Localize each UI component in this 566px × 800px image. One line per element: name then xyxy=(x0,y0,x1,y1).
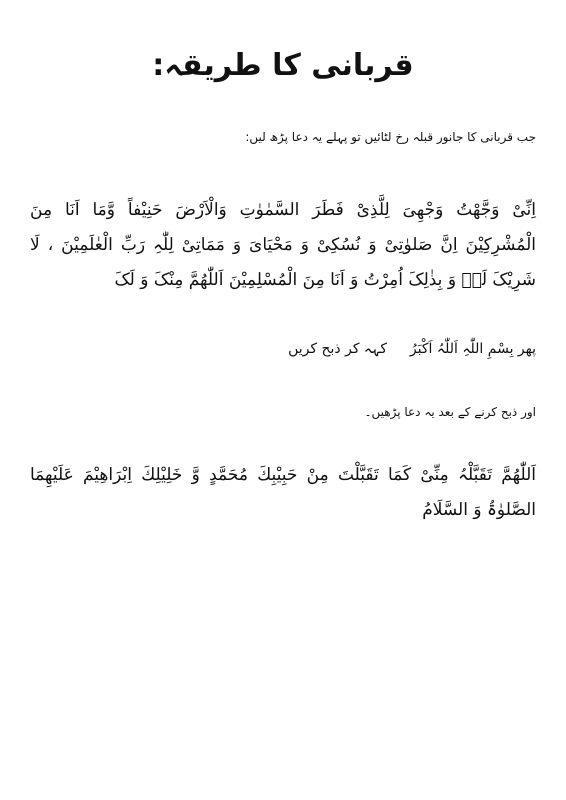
instruction-after-slaughter: اور ذبح کرنے کے بعد یہ دعا پڑھیں۔ xyxy=(364,405,536,419)
dua-before-slaughter: اِنِّیْ وَجَّھْتُ وَجْھِیَ لِلَّذِیْ فَطَرَ السَّمٰوٰتِ وَالْاَرْضَ حَنِیْفاً وَّمَا اَنَا مِنَ الْمُشْرِکِیْنَ اِنَّ صَلوٰتِیْ وَ نُسُکِیْ وَ مَحْیَایَ وَ مَمَاتِیْ لِلّٰہِ رَبِّ الْعٰلَمِیْنَ ، لَا شَرِیْکَ لَہٗ وَ بِذٰلِکَ اُمِرْتُ وَ اَنَا مِنَ الْمُسْلِمِیْنَ اَللّٰھُمَّ مِنْکَ وَ لَکَ xyxy=(30,200,536,290)
bismillah-text: بِسْمِ اللّٰہِ اَللّٰہُ اَکْبَرُ xyxy=(409,341,514,357)
page-title: قربانی کا طریقہ: xyxy=(152,48,414,83)
dua-after-slaughter: اَللّٰھُمَّ تَقَبَّلْہُ مِنِّیْ کَمَا تَقَبَّلْتَ مِنْ حَبِیْبِكَ مُحَمَّدٍ وَّ خَلِیْلِكَ اِبْرَاھِیْمَ عَلَیْهِمَا الصَّلوٰۃُ وَ السَّلَامُ xyxy=(30,465,536,520)
slaughter-suffix: کہہ کر ذبح کریں xyxy=(288,341,388,357)
slaughter-instruction xyxy=(30,338,536,360)
instruction-before-slaughter: جب قربانی کا جانور قبلہ رخ لٹائیں تو پہلے یہ دعا پڑھ لیں: xyxy=(245,130,536,144)
slaughter-prefix: پھر xyxy=(517,341,536,357)
